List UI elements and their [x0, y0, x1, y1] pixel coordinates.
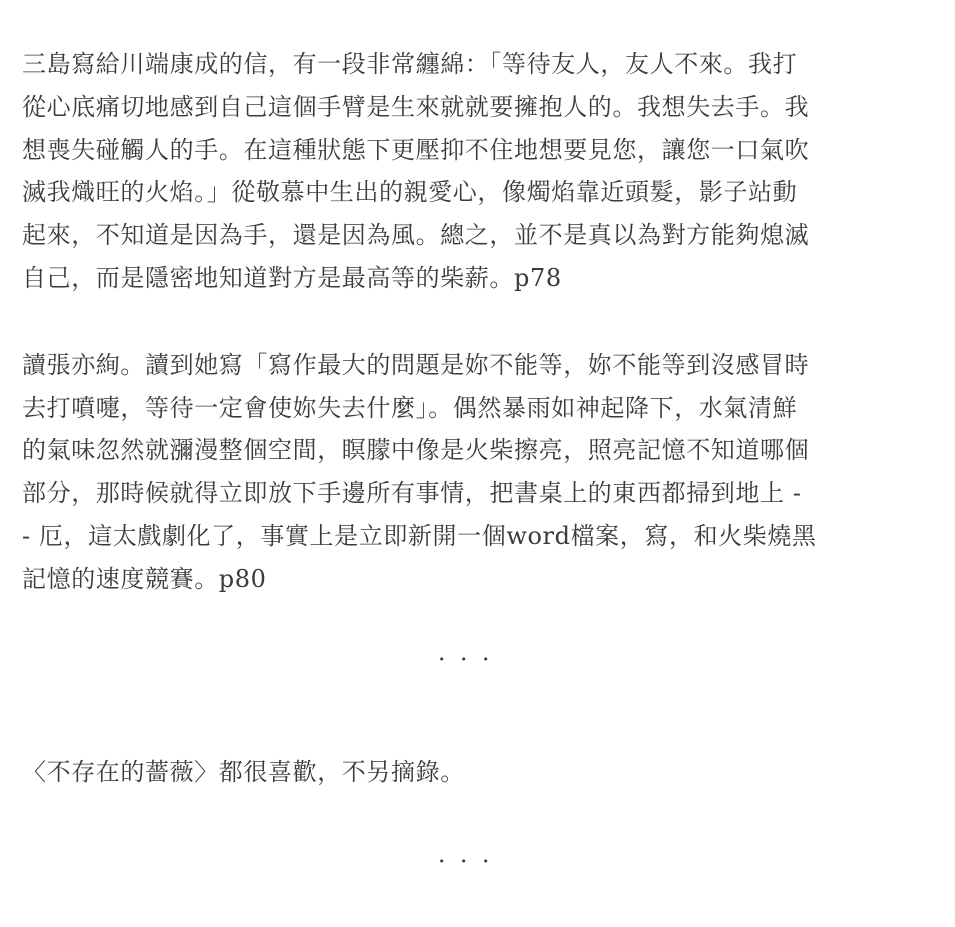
- article-body: [22, 43, 932, 869]
- text-line: 部分，那時候就得立即放下手邊所有事情，把書桌上的東西都掃到地上 -: [22, 479, 802, 508]
- text-line: 記憶的速度競賽。p80: [22, 564, 267, 593]
- text-line: 自己，而是隱密地知道對方是最高等的柴薪。p78: [22, 263, 562, 292]
- text-line: - 厄，這太戲劇化了，事實上是立即新開一個word檔案，寫，和火柴燒黑: [22, 521, 817, 550]
- text-line: 起來，不知道是因為手，還是因為風。總之，並不是真以為對方能夠熄滅: [22, 221, 810, 250]
- text-line: 讀張亦絢。讀到她寫「寫作最大的問題是妳不能等，妳不能等到沒感冒時: [22, 350, 810, 379]
- section-divider: ．．．: [438, 840, 516, 869]
- text-line: 滅我熾旺的火焰。」從敬慕中生出的親愛心，像燭焰靠近頭髮，影子站動: [22, 178, 798, 207]
- section-divider: ．．．: [438, 637, 516, 666]
- text-line: 三島寫給川端康成的信，有一段非常纏綿：「等待友人，友人不來。我打: [22, 50, 798, 78]
- paragraph-reading-chang: [22, 344, 932, 601]
- text-line: 的氣味忽然就瀰漫整個空間，瞑朦中像是火柴擦亮，照亮記憶不知道哪個: [22, 436, 810, 465]
- text-line: 去打噴嚏，等待一定會使妳失去什麼」。偶然暴雨如神起降下，水氣清鮮: [22, 393, 798, 422]
- text-line: 從心底痛切地感到自己這個手臂是生來就就要擁抱人的。我想失去手。我: [22, 92, 810, 121]
- paragraph-nonexistent-rose: [22, 751, 932, 794]
- paragraph-mishima-letter: [22, 43, 932, 300]
- text-line: 想喪失碰觸人的手。在這種狀態下更壓抑不住地想要見您，讓您一口氣吹: [22, 135, 810, 164]
- text-line: 〈不存在的薔薇〉都很喜歡，不另摘錄。: [22, 757, 465, 786]
